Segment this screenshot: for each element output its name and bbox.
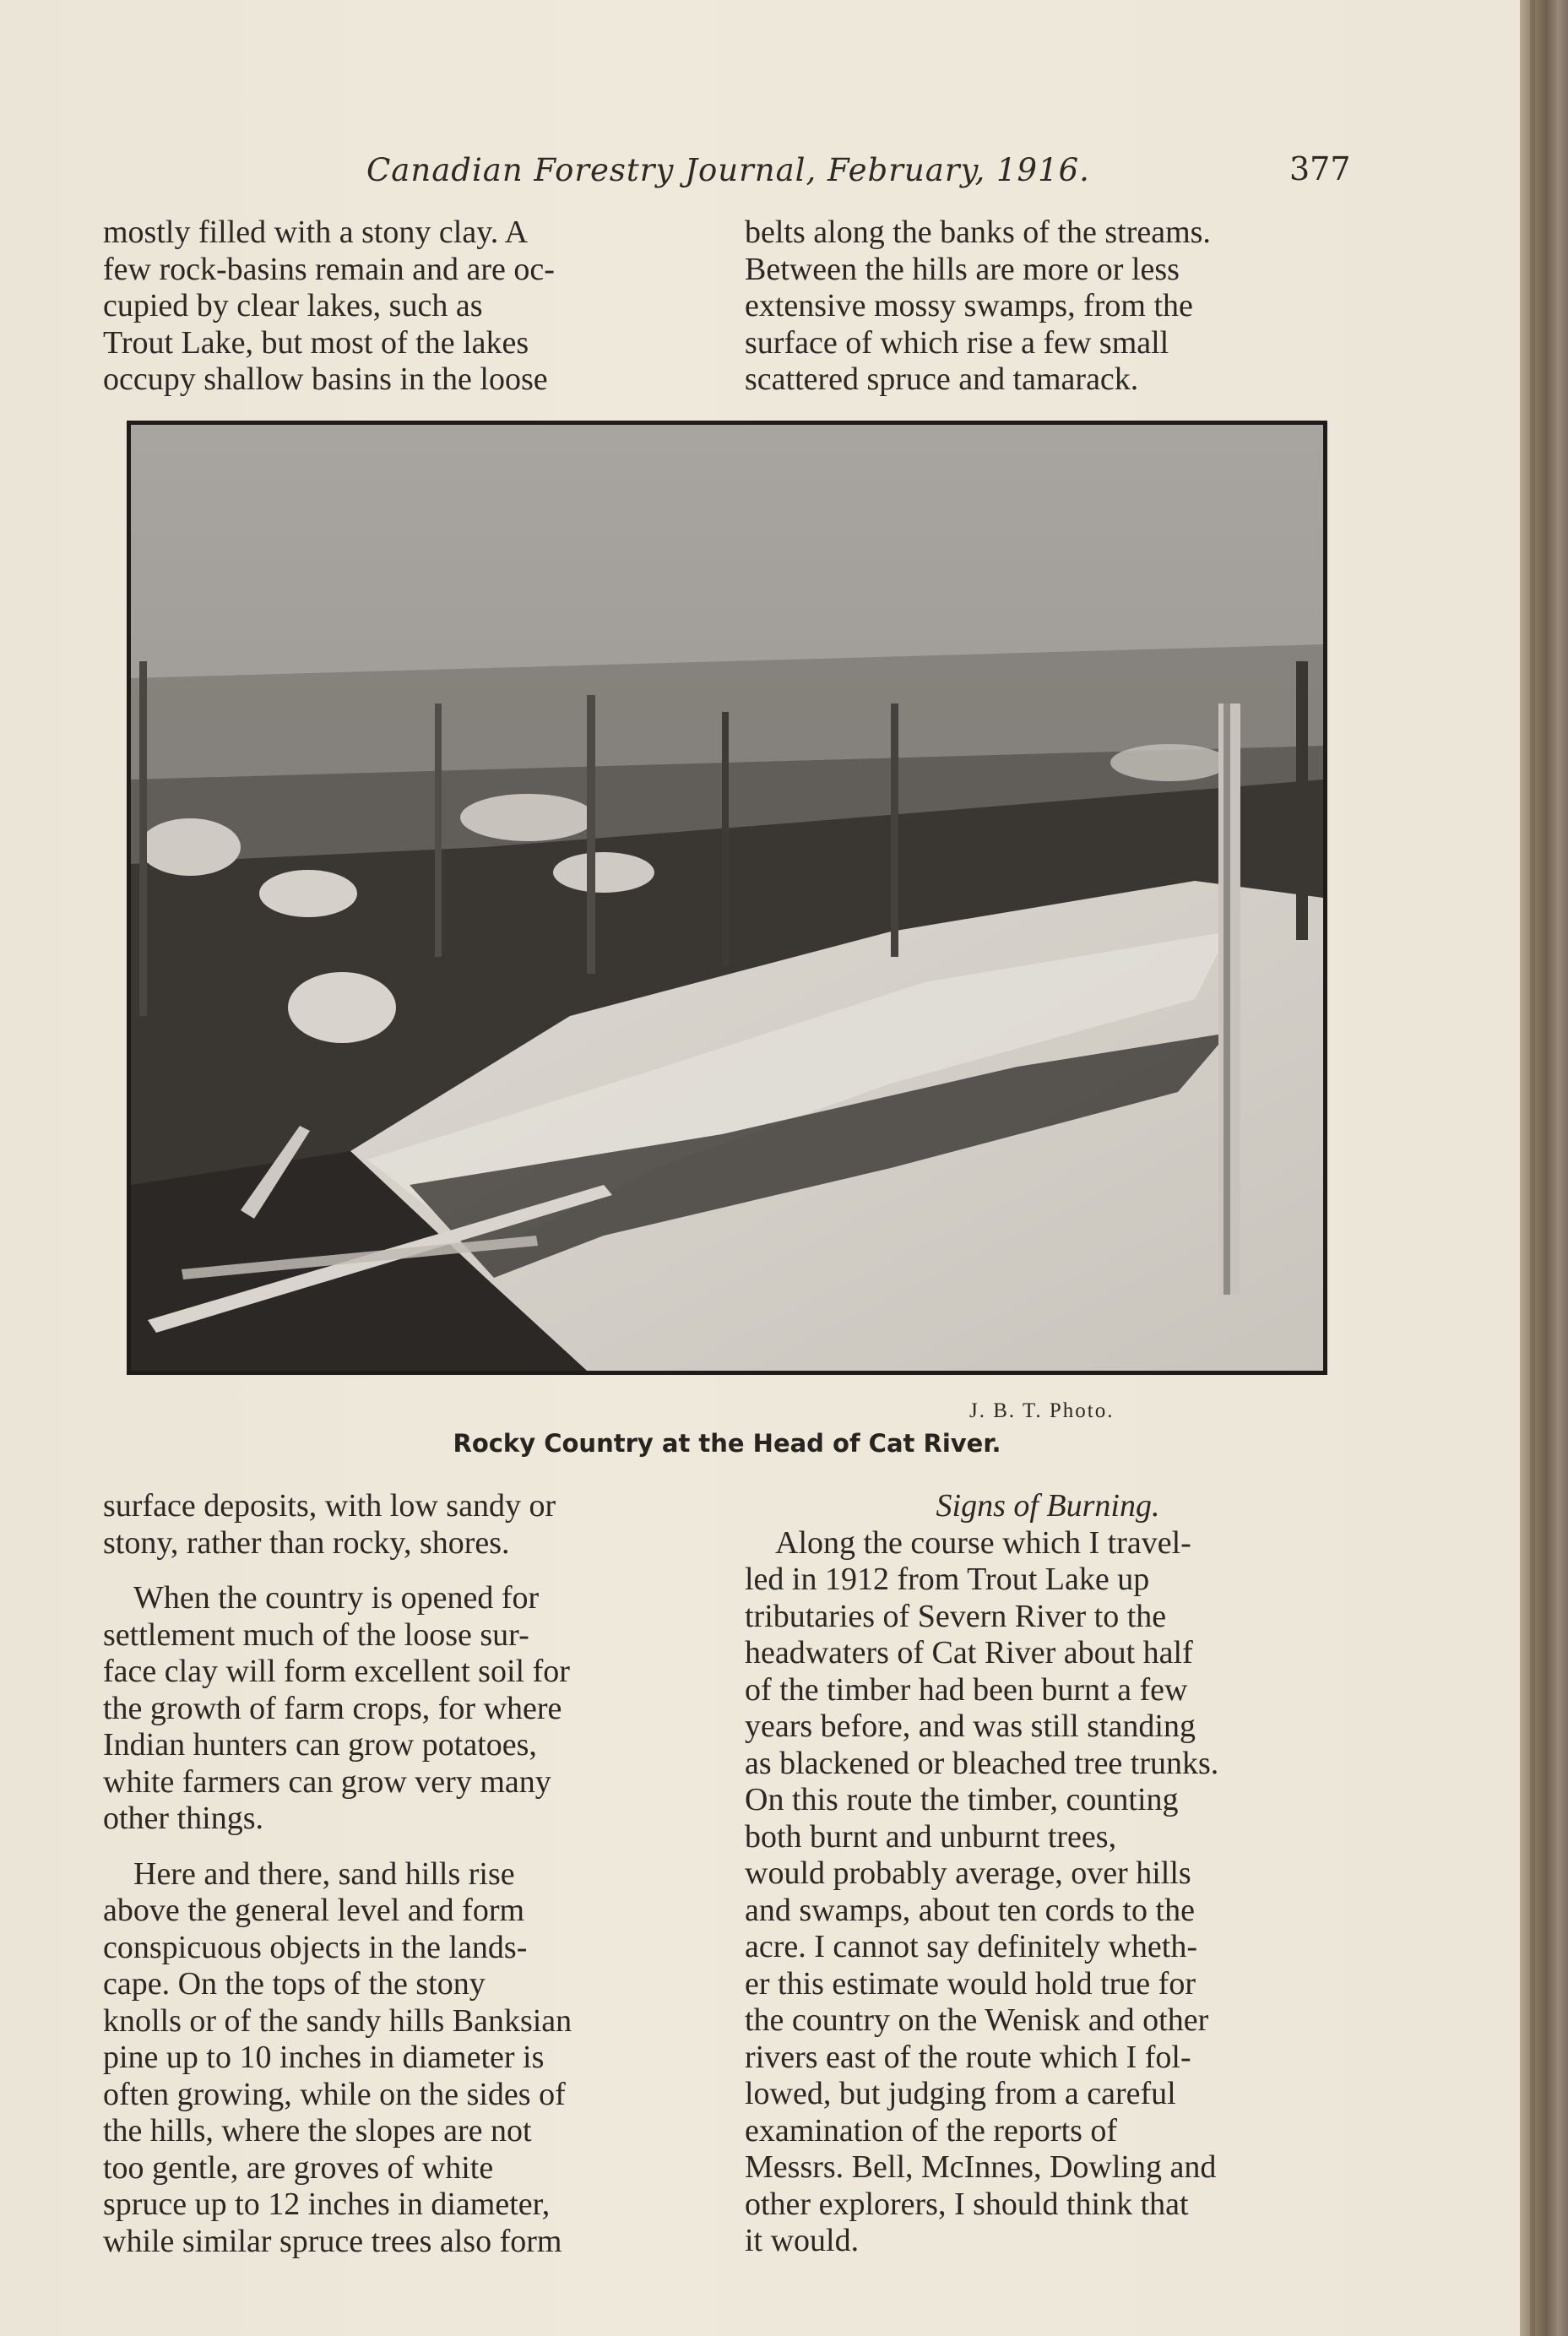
- bottom-left-column: [103, 1488, 704, 2260]
- text-line: often growing, while on the sides of: [103, 2076, 566, 2112]
- text-line: knolls or of the sandy hills Banksian: [103, 2002, 572, 2039]
- text-line: examination of the reports of: [745, 2112, 1118, 2149]
- photo-credit: J. B. T. Photo.: [969, 1399, 1115, 1422]
- text-line: settlement much of the loose sur-: [103, 1616, 529, 1653]
- text-line: Between the hills are more or less: [745, 251, 1180, 287]
- text-line: the hills, where the slopes are not: [103, 2113, 532, 2149]
- text-line: the country on the Wenisk and other: [745, 2002, 1209, 2038]
- text-line: headwaters of Cat River about half: [745, 1635, 1193, 1671]
- book-spine: [1520, 0, 1568, 2336]
- text-line: too gentle, are groves of white: [103, 2149, 494, 2186]
- text-line: of the timber had been burnt a few: [745, 1671, 1188, 1708]
- text-line: rivers east of the route which I fol-: [745, 2039, 1191, 2075]
- text-line: mostly filled with a stony clay. A: [103, 215, 529, 250]
- text-line: it would.: [745, 2223, 860, 2258]
- text-line: acre. I cannot say definitely wheth-: [745, 1929, 1197, 1964]
- text-line: spruce up to 12 inches in diameter,: [103, 2187, 551, 2222]
- text-line: as blackened or bleached tree trunks.: [745, 1745, 1219, 1781]
- running-title: Canadian Forestry Journal, February, 1916.: [366, 152, 1090, 188]
- text-line: Along the course which I travel-: [775, 1524, 1191, 1561]
- text-line: stony, rather than rocky, shores.: [103, 1524, 510, 1561]
- text-line: On this route the timber, counting: [745, 1782, 1179, 1817]
- landscape-photograph: [127, 421, 1327, 1375]
- text-line: extensive mossy swamps, from the: [745, 288, 1193, 323]
- text-line: conspicuous objects in the lands-: [103, 1929, 528, 1965]
- text-line: pine up to 10 inches in diameter is: [103, 2040, 545, 2075]
- figure-caption: Rocky Country at the Head of Cat River.: [453, 1429, 1001, 1458]
- text-line: few rock-basins remain and are oc-: [103, 251, 555, 287]
- text-line: surface of which rise a few small: [745, 324, 1169, 361]
- text-line: while similar spruce trees also form: [103, 2223, 562, 2259]
- text-line: Indian hunters can grow potatoes,: [103, 1727, 537, 1763]
- text-line: Here and there, sand hills rise: [133, 1855, 515, 1892]
- text-line: and swamps, about ten cords to the: [745, 1892, 1195, 1928]
- top-right-column: [745, 215, 1349, 399]
- text-line: the growth of farm crops, for where: [103, 1690, 562, 1726]
- text-line: occupy shallow basins in the loose: [103, 361, 548, 397]
- text-line: cape. On the tops of the stony: [103, 1966, 486, 2002]
- text-line: years before, and was still standing: [745, 1709, 1196, 1744]
- bottom-right-column: [745, 1488, 1351, 2260]
- page-number: 377: [1289, 150, 1351, 187]
- section-subheading: Signs of Burning.: [936, 1488, 1160, 1524]
- text-line: other explorers, I should think that: [745, 2186, 1189, 2222]
- text-line: led in 1912 from Trout Lake up: [745, 1562, 1150, 1597]
- text-line: er this estimate would hold true for: [745, 1965, 1196, 2002]
- text-line: scattered spruce and tamarack.: [745, 361, 1139, 397]
- text-line: would probably average, over hills: [745, 1855, 1191, 1891]
- text-line: surface deposits, with low sandy or: [103, 1488, 556, 1524]
- text-line: above the general level and form: [103, 1893, 525, 1928]
- page-edge-shadow: [1530, 0, 1535, 2336]
- text-line: lowed, but judging from a careful: [745, 2076, 1176, 2111]
- top-left-column: [103, 215, 703, 399]
- text-line: both burnt and unburnt trees,: [745, 1818, 1117, 1855]
- text-line: When the country is opened for: [133, 1580, 540, 1616]
- text-line: belts along the banks of the streams.: [745, 215, 1211, 250]
- text-line: Trout Lake, but most of the lakes: [103, 324, 529, 361]
- text-line: white farmers can grow very many: [103, 1763, 551, 1800]
- text-line: cupied by clear lakes, such as: [103, 288, 483, 323]
- text-line: tributaries of Severn River to the: [745, 1598, 1167, 1634]
- text-line: Messrs. Bell, McInnes, Dowling and: [745, 2149, 1217, 2185]
- text-line: face clay will form excellent soil for: [103, 1654, 570, 1689]
- text-line: other things.: [103, 1801, 263, 1836]
